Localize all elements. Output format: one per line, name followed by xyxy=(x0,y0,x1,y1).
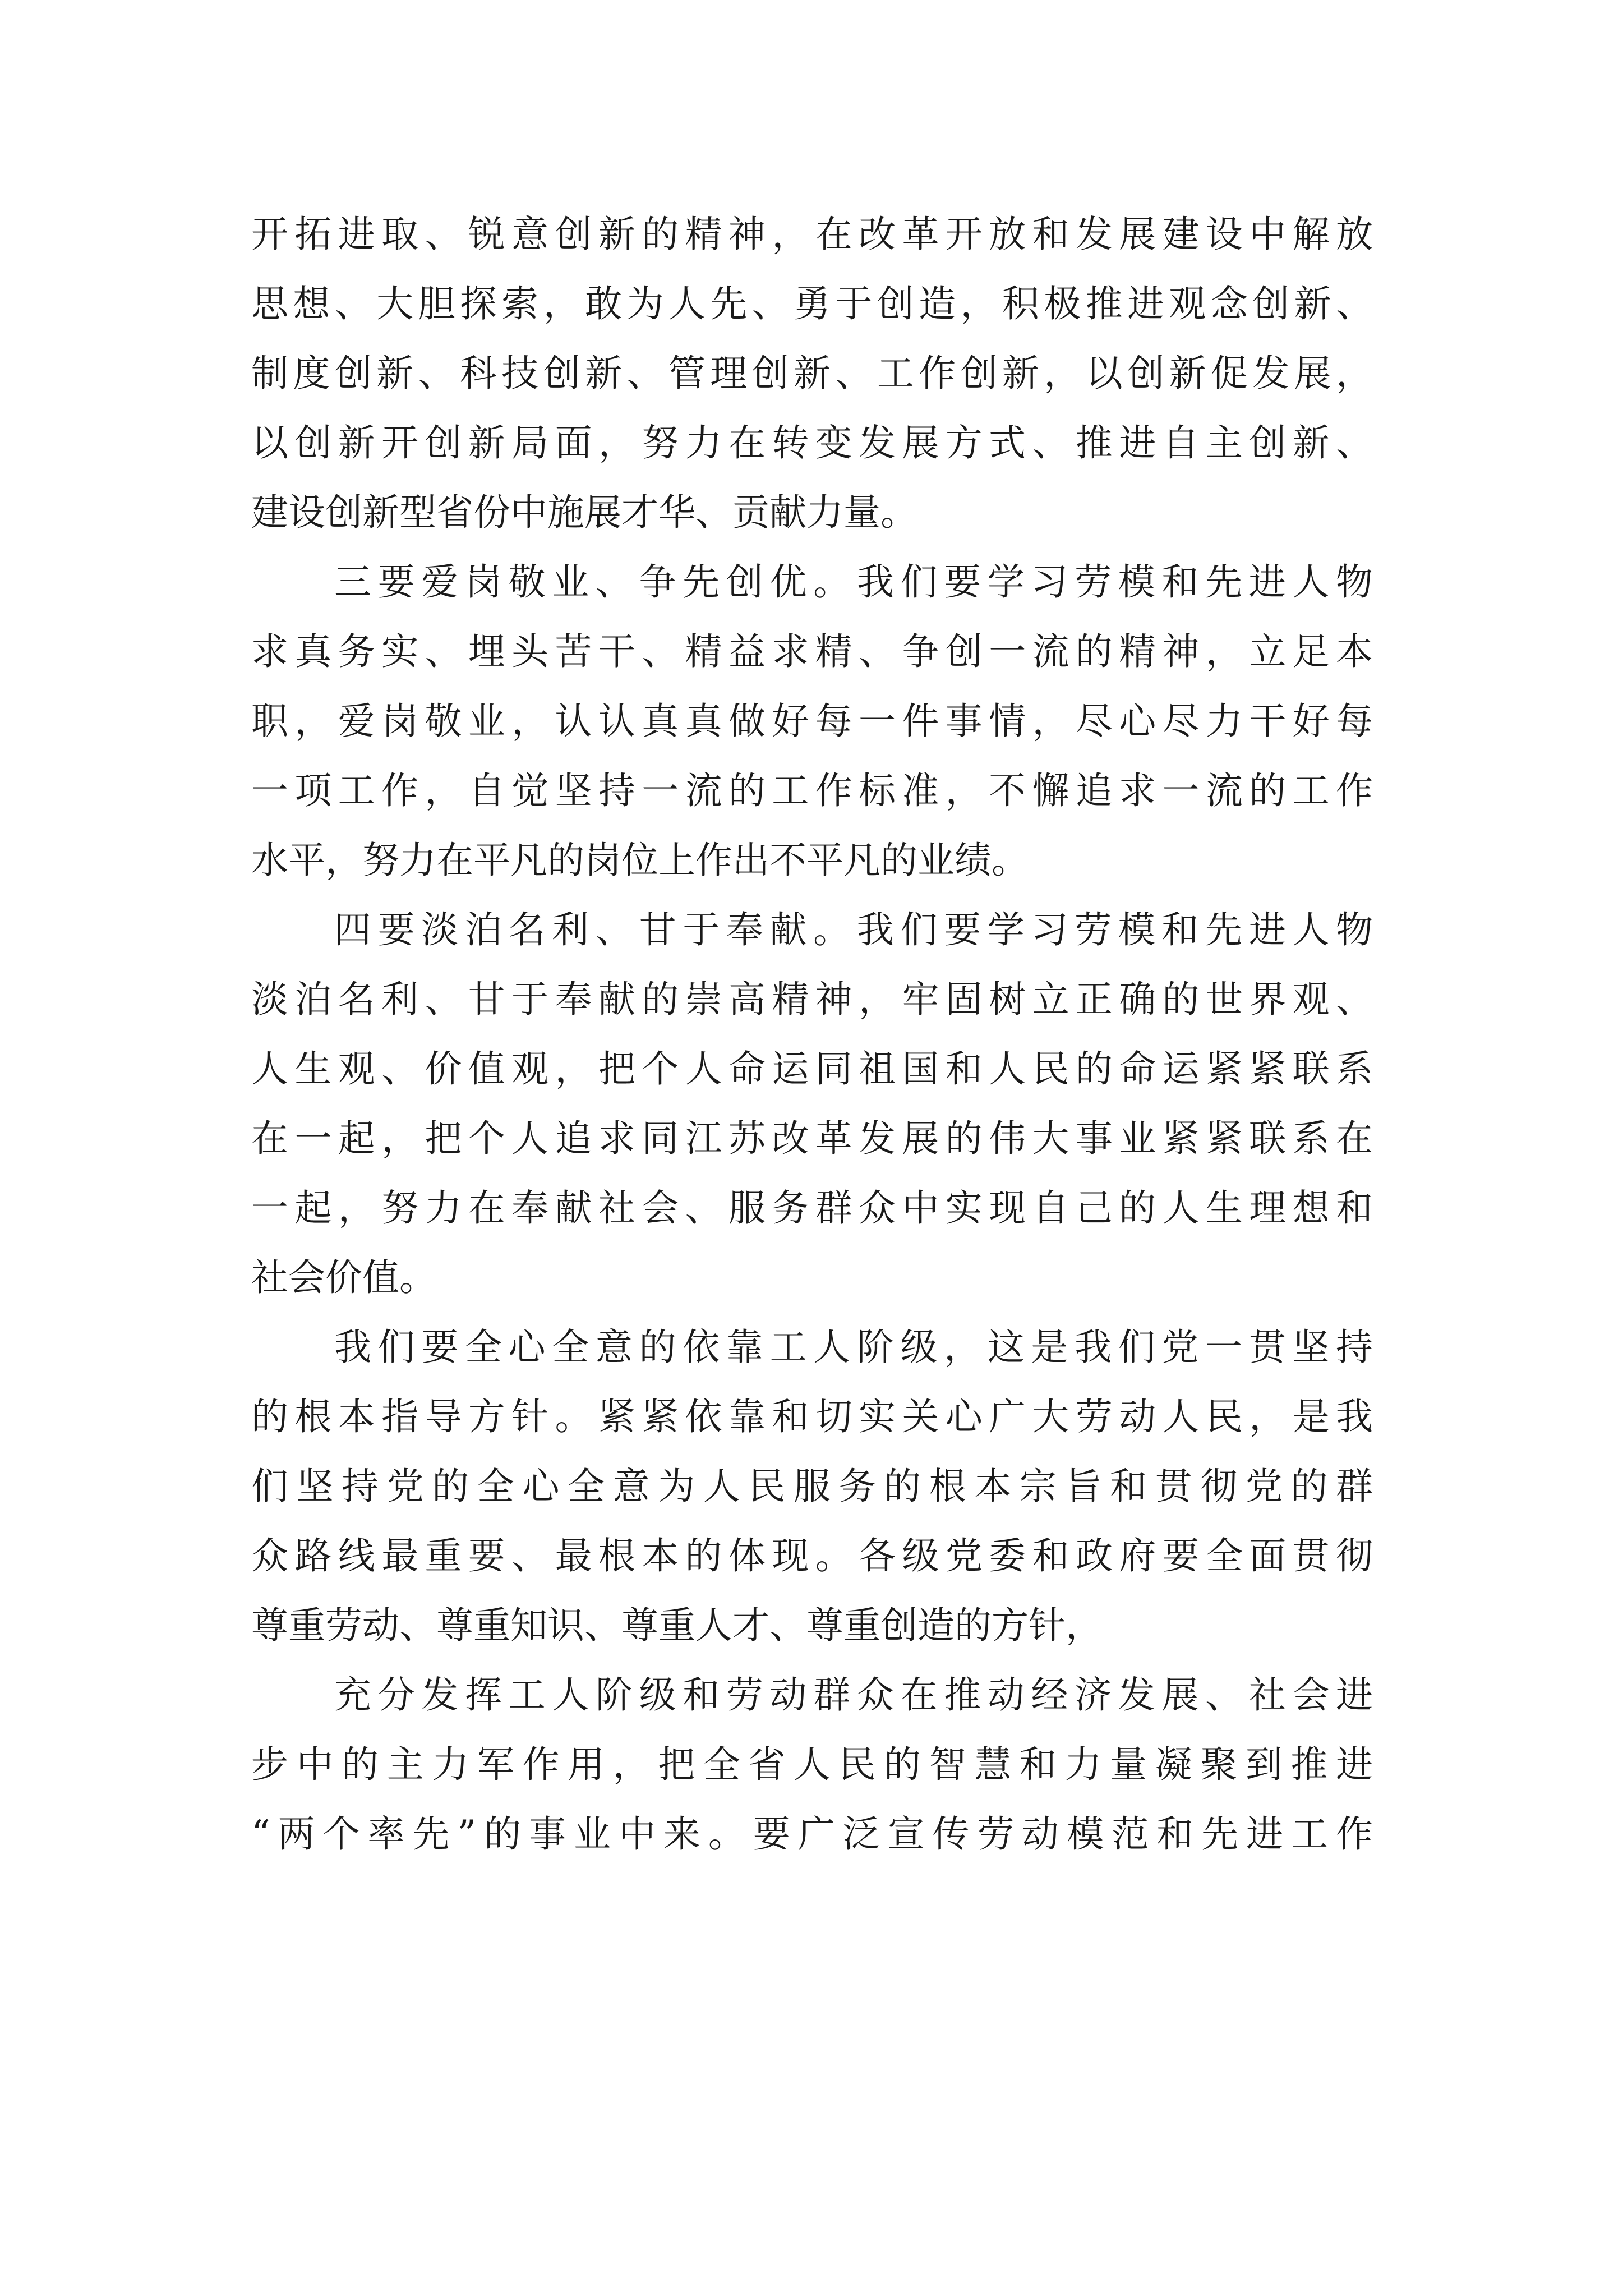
paragraph-selflessness xyxy=(251,895,1373,1313)
text-line: 以创新开创新局面，努力在转变发展方式、推进自主创新、 xyxy=(251,421,1373,464)
text-line: 众路线最重要、最根本的体现。各级党委和政府要全面贯彻 xyxy=(251,1534,1373,1577)
text-line: 充分发挥工人阶级和劳动群众在推动经济发展、社会进 xyxy=(334,1673,1373,1717)
text-line: 制度创新、科技创新、管理创新、工作创新，以创新促发展， xyxy=(251,352,1373,395)
document-body xyxy=(251,200,1373,1869)
text-line: 一项工作，自觉坚持一流的工作标准，不懈追求一流的工作 xyxy=(251,769,1373,812)
paragraph-working-class xyxy=(251,1313,1373,1660)
text-line: 四要淡泊名利、甘于奉献。我们要学习劳模和先进人物 xyxy=(334,908,1373,951)
text-line: 们坚持党的全心全意为人民服务的根本宗旨和贯彻党的群 xyxy=(251,1465,1373,1508)
paragraph-main-force xyxy=(251,1660,1373,1869)
paragraph-innovation xyxy=(251,200,1373,547)
text-line: 三要爱岗敬业、争先创优。我们要学习劳模和先进人物 xyxy=(334,560,1373,604)
text-line: 淡泊名利、甘于奉献的崇高精神，牢固树立正确的世界观、 xyxy=(251,978,1373,1021)
text-line: 职，爱岗敬业，认认真真做好每一件事情，尽心尽力干好每 xyxy=(251,700,1373,743)
text-line: 在一起，把个人追求同江苏改革发展的伟大事业紧紧联系在 xyxy=(251,1117,1373,1160)
text-line: 我们要全心全意的依靠工人阶级，这是我们党一贯坚持 xyxy=(334,1326,1373,1369)
text-line: 开拓进取、锐意创新的精神，在改革开放和发展建设中解放 xyxy=(251,213,1373,256)
text-line: 建设创新型省份中施展才华、贡献力量。 xyxy=(251,491,917,534)
text-line: 人生观、价值观，把个人命运同祖国和人民的命运紧紧联系 xyxy=(251,1047,1373,1091)
paragraph-dedication xyxy=(251,547,1373,895)
text-line: 求真务实、埋头苦干、精益求精、争创一流的精神，立足本 xyxy=(251,630,1373,673)
text-line: 步中的主力军作用，把全省人民的智慧和力量凝聚到推进 xyxy=(251,1743,1373,1786)
text-line: “两个率先”的事业中来。要广泛宣传劳动模范和先进工作 xyxy=(251,1812,1373,1856)
text-line: 一起，努力在奉献社会、服务群众中实现自己的人生理想和 xyxy=(251,1186,1373,1230)
text-line: 水平，努力在平凡的岗位上作出不平凡的业绩。 xyxy=(251,839,1029,882)
text-line: 社会价值。 xyxy=(251,1256,436,1299)
text-line: 思想、大胆探索，敢为人先、勇于创造，积极推进观念创新、 xyxy=(251,282,1373,325)
text-line: 的根本指导方针。紧紧依靠和切实关心广大劳动人民，是我 xyxy=(251,1395,1373,1438)
text-line: 尊重劳动、尊重知识、尊重人才、尊重创造的方针， xyxy=(251,1604,1103,1647)
